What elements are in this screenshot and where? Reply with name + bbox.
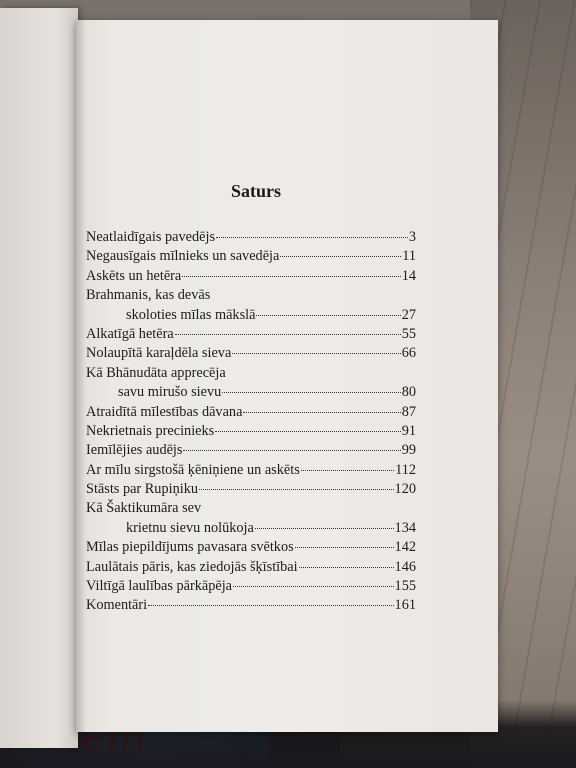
toc-entry: Nekrietnais precinieks 91 <box>86 422 416 439</box>
left-page <box>0 8 78 748</box>
toc-entry: Kā Bhānudāta apprecēja <box>86 364 226 381</box>
toc-entry: Askēts un hetēra 14 <box>86 267 416 284</box>
toc-entry: Laulātais pāris, kas ziedojās šķīstībai 146 <box>86 558 416 575</box>
toc-entry: Alkatīgā hetēra 55 <box>86 325 416 342</box>
table-of-contents <box>86 228 416 616</box>
toc-entry: Negausīgais mīlnieks un savedēja 11 <box>86 248 416 265</box>
toc-entry: Nolaupītā karaļdēla sieva 66 <box>86 345 416 362</box>
toc-entry: Brahmanis, kas devās <box>86 287 211 304</box>
toc-entry: Mīlas piepildījums pavasara svētkos 142 <box>86 539 416 556</box>
toc-entry: Iemīlējies audējs 99 <box>86 442 416 459</box>
toc-entry: Viltīgā laulības pārkāpēja 155 <box>86 578 416 595</box>
toc-entry: Ar mīlu sirgstošā ķēniņiene un askēts 112 <box>86 461 416 478</box>
toc-entry: skoloties mīlas mākslā 27 <box>126 306 416 323</box>
toc-entry: Komentāri 161 <box>86 597 416 614</box>
toc-entry: Atraidītā mīlestības dāvana 87 <box>86 403 416 420</box>
toc-entry: Neatlaidīgais pavedējs 3 <box>86 229 416 245</box>
contents-heading: Saturs <box>230 181 281 201</box>
page-gutter <box>76 20 86 732</box>
toc-entry: krietnu sievu nolūkoja 134 <box>126 519 416 536</box>
toc-entry: Stāsts par Rupiņiku 120 <box>86 481 416 498</box>
toc-entry: savu mirušo sievu 80 <box>118 384 416 401</box>
toc-entry: Kā Šaktikumāra sev <box>86 500 202 517</box>
